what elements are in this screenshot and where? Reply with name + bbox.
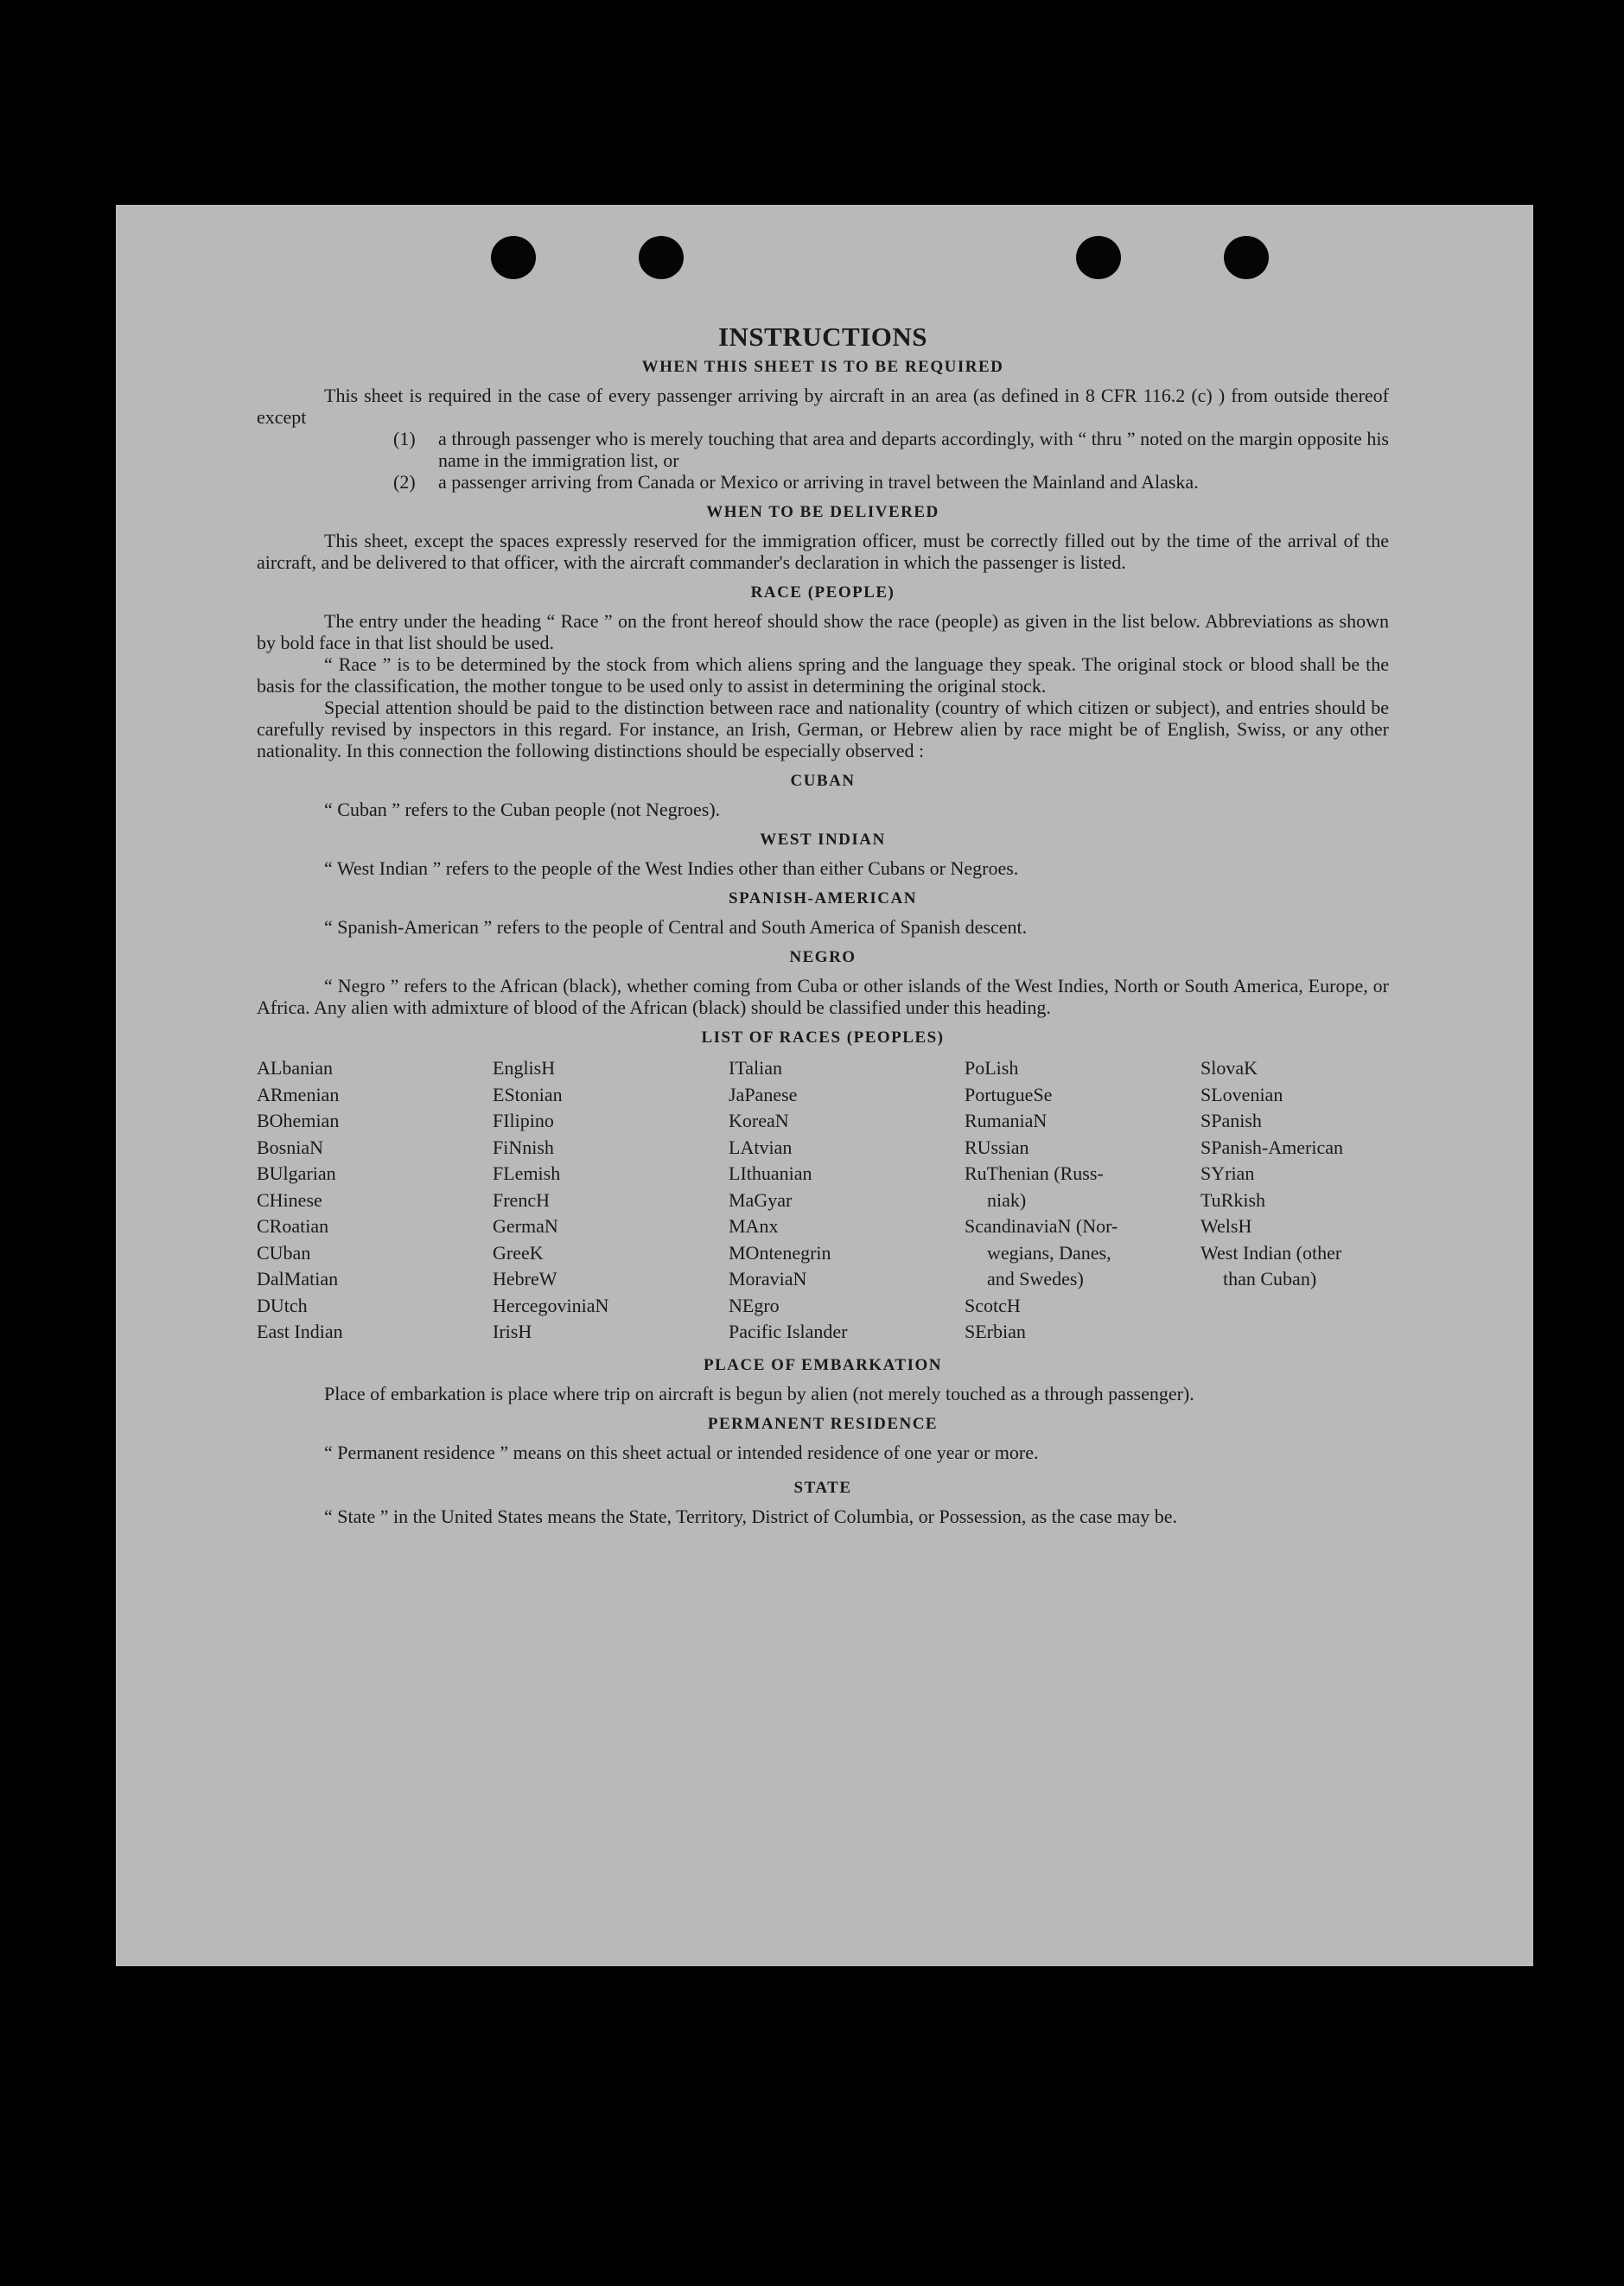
race-entry-line: GreeK (493, 1241, 544, 1264)
race-entry (257, 1082, 493, 1109)
race-entry (729, 1240, 965, 1267)
race-entry-line: CHinese (257, 1188, 322, 1211)
race-entry (729, 1055, 965, 1082)
race-entry-line: HercegoviniaN (493, 1294, 609, 1316)
race-entry (1200, 1055, 1389, 1082)
race-entry-line: BUlgarian (257, 1162, 336, 1184)
spanish-american-text: “ Spanish-American ” refers to the people of Central and South America of Spanish descent. (324, 916, 1028, 938)
race-entry (493, 1161, 729, 1188)
heading-permanent-residence: PERMANENT RESIDENCE (707, 1414, 939, 1433)
item-text: a passenger arriving from Canada or Mexico or arriving in travel between the Mainland and Alaska. (438, 471, 1199, 493)
race-entry-line: ALbanian (257, 1057, 333, 1079)
race-entry-line: DalMatian (257, 1268, 339, 1289)
race-entry-line: DUtch (257, 1294, 308, 1316)
race-entry (257, 1213, 493, 1240)
races-column (965, 1055, 1200, 1346)
state-text: “ State ” in the United States means the State, Territory, District of Columbia, or Possession, as the case may be. (324, 1505, 1178, 1527)
race-entry (965, 1108, 1200, 1135)
heading-list-of-races: LIST OF RACES (PEOPLES) (701, 1028, 945, 1047)
races-column (257, 1055, 493, 1346)
heading-when-required: WHEN THIS SHEET IS TO BE REQUIRED (641, 358, 1004, 376)
race-paragraph-1: The entry under the heading “ Race ” on the front hereof should show the race (people) as given in the list below. Abbreviations as shown by bold face in that list should be used. (257, 610, 1389, 653)
race-entry-line: PortugueSe (965, 1083, 1053, 1105)
race-entry (1200, 1188, 1389, 1214)
race-entry (965, 1161, 1200, 1213)
race-entry-line: West Indian (other (1200, 1241, 1342, 1264)
race-entry (493, 1293, 729, 1320)
race-entry-line: ScotcH (965, 1294, 1021, 1316)
race-entry (965, 1082, 1200, 1109)
punch-hole-4 (1224, 236, 1269, 279)
race-entry-line: SlovaK (1200, 1057, 1258, 1079)
race-entry-line: ScandinaviaN (Nor- (965, 1215, 1118, 1237)
race-entry (729, 1082, 965, 1109)
race-entry (493, 1135, 729, 1162)
race-entry-line: Pacific Islander (729, 1321, 848, 1342)
race-entry-line: FLemish (493, 1162, 561, 1184)
race-entry-line: WelsH (1200, 1215, 1252, 1237)
race-entry (1200, 1161, 1389, 1188)
when-required-intro: This sheet is required in the case of every passenger arriving by aircraft in an area (as defined in 8 CFR 116.2 (c) ) from outside thereof except (257, 385, 1389, 428)
race-entry-line: JaPanese (729, 1083, 798, 1105)
race-entry-line: RuThenian (Russ- (965, 1162, 1104, 1184)
when-required-item-2 (393, 471, 1389, 493)
race-entry-line: RumaniaN (965, 1110, 1048, 1131)
race-entry (729, 1319, 965, 1346)
race-entry (257, 1108, 493, 1135)
race-entry-line: SPanish (1200, 1110, 1262, 1131)
race-entry (965, 1293, 1200, 1320)
heading-when-delivered: WHEN TO BE DELIVERED (706, 503, 939, 521)
race-entry (729, 1188, 965, 1214)
instructions-content (257, 322, 1389, 1527)
race-entry (1200, 1108, 1389, 1135)
race-entry (729, 1135, 965, 1162)
punch-hole-1 (491, 236, 536, 279)
race-entry-line: LIthuanian (729, 1162, 812, 1184)
page-title: INSTRUCTIONS (717, 322, 927, 352)
heading-race: RACE (PEOPLE) (750, 583, 895, 602)
races-column (1200, 1055, 1389, 1346)
race-entry (965, 1055, 1200, 1082)
race-entry (493, 1082, 729, 1109)
race-entry (965, 1135, 1200, 1162)
race-entry (729, 1293, 965, 1320)
race-entry-line: East Indian (257, 1321, 343, 1342)
document-sheet (116, 205, 1533, 1966)
race-entry-line: LAtvian (729, 1136, 793, 1158)
race-entry-line: FiNnish (493, 1136, 554, 1158)
race-entry (493, 1188, 729, 1214)
item-text: a through passenger who is merely touching that area and departs accordingly, with “ thru ” noted on the margin opposite his name in the immigration list, or (438, 428, 1389, 471)
race-entry-line: FrencH (493, 1188, 550, 1211)
when-delivered-text: This sheet, except the spaces expressly reserved for the immigration officer, must be correctly filled out by the time of the arrival of the aircraft, and be delivered to that officer, with the aircraft commander's declaration in which the passenger is listed. (257, 530, 1389, 573)
race-entry-line: CRoatian (257, 1215, 329, 1237)
race-entry (493, 1266, 729, 1293)
race-entry (257, 1293, 493, 1320)
when-required-item-1 (393, 428, 1389, 471)
race-entry (729, 1108, 965, 1135)
race-entry-line: CUban (257, 1241, 311, 1264)
race-entry-line: TuRkish (1200, 1188, 1266, 1211)
race-entry-line: HebreW (493, 1268, 557, 1289)
heading-embarkation: PLACE OF EMBARKATION (704, 1355, 942, 1374)
race-entry-line: NEgro (729, 1294, 780, 1316)
race-entry (493, 1213, 729, 1240)
race-entry (1200, 1240, 1389, 1293)
race-entry-line: EStonian (493, 1083, 563, 1105)
race-entry-line: SPanish-American (1200, 1136, 1343, 1158)
race-entry-line: MAnx (729, 1215, 779, 1237)
race-entry (1200, 1135, 1389, 1162)
punch-hole-2 (639, 236, 684, 279)
race-entry (729, 1213, 965, 1240)
race-entry (1200, 1082, 1389, 1109)
race-paragraph-3: Special attention should be paid to the distinction between race and nationality (country of which citizen or subject), and entries should be carefully revised by inspectors in this regard. For instance, an Irish, German, or Hebrew alien by race might be of English, Swiss, or any other nationality. In this connection the following distinctions should be especially observed : (257, 697, 1389, 761)
race-entry (965, 1319, 1200, 1346)
heading-spanish-american: SPANISH-AMERICAN (729, 889, 917, 907)
race-entry-line: wegians, Danes, (987, 1241, 1111, 1264)
race-entry (493, 1055, 729, 1082)
race-entry-line: RUssian (965, 1136, 1029, 1158)
heading-cuban: CUBAN (790, 772, 856, 790)
race-entry-line: BosniaN (257, 1136, 323, 1158)
race-entry-line: MoraviaN (729, 1268, 807, 1289)
race-entry-line: BOhemian (257, 1110, 340, 1131)
race-entry-line: SErbian (965, 1321, 1026, 1342)
race-entry-line: SYrian (1200, 1162, 1255, 1184)
race-entry-line: than Cuban) (1223, 1268, 1317, 1289)
west-indian-text: “ West Indian ” refers to the people of the West Indies other than either Cubans or Negroes. (324, 857, 1019, 879)
race-entry-line: EnglisH (493, 1057, 556, 1079)
race-entry-line: FIlipino (493, 1110, 554, 1131)
cuban-text: “ Cuban ” refers to the Cuban people (not Negroes). (324, 799, 721, 820)
races-column (493, 1055, 729, 1346)
race-entry-line: GermaN (493, 1215, 558, 1237)
heading-state: STATE (793, 1478, 852, 1497)
race-paragraph-2: “ Race ” is to be determined by the stock from which aliens spring and the language they speak. The original stock or blood shall be the basis for the classification, the mother tongue to be used only to assist in determining the original stock. (257, 653, 1389, 697)
race-entry-line: niak) (987, 1188, 1027, 1211)
races-column (729, 1055, 965, 1346)
race-entry-line: KoreaN (729, 1110, 789, 1131)
item-number: (2) (393, 471, 416, 493)
race-entry (493, 1108, 729, 1135)
race-entry (965, 1213, 1200, 1293)
permanent-residence-text: “ Permanent residence ” means on this sheet actual or intended residence of one year or more. (324, 1441, 1039, 1463)
race-entry (729, 1161, 965, 1188)
race-entry-line: PoLish (965, 1057, 1019, 1079)
race-entry (729, 1266, 965, 1293)
race-entry (1200, 1213, 1389, 1240)
race-entry (257, 1319, 493, 1346)
race-entry-line: ITalian (729, 1057, 782, 1079)
negro-text: “ Negro ” refers to the African (black), whether coming from Cuba or other islands of the West Indies, North or South America, Europe, or Africa. Any alien with admixture of blood of the African (black) should be classified under this heading. (257, 975, 1389, 1018)
race-entry-line: and Swedes) (987, 1268, 1084, 1289)
race-entry (257, 1266, 493, 1293)
races-list (257, 1055, 1389, 1346)
item-number: (1) (393, 428, 416, 449)
race-entry (493, 1319, 729, 1346)
race-entry (257, 1240, 493, 1267)
race-entry (257, 1161, 493, 1188)
heading-west-indian: WEST INDIAN (760, 831, 886, 849)
heading-negro: NEGRO (789, 948, 857, 966)
race-entry-line: ARmenian (257, 1083, 340, 1105)
race-entry-line: MaGyar (729, 1188, 793, 1211)
race-entry (493, 1240, 729, 1267)
race-entry-line: SLovenian (1200, 1083, 1283, 1105)
punch-hole-3 (1076, 236, 1121, 279)
race-entry (257, 1188, 493, 1214)
race-entry (257, 1055, 493, 1082)
embarkation-text: Place of embarkation is place where trip on aircraft is begun by alien (not merely touched as a through passenger). (324, 1382, 1194, 1404)
race-entry-line: MOntenegrin (729, 1241, 831, 1264)
race-entry-line: IrisH (493, 1321, 532, 1342)
race-entry (257, 1135, 493, 1162)
